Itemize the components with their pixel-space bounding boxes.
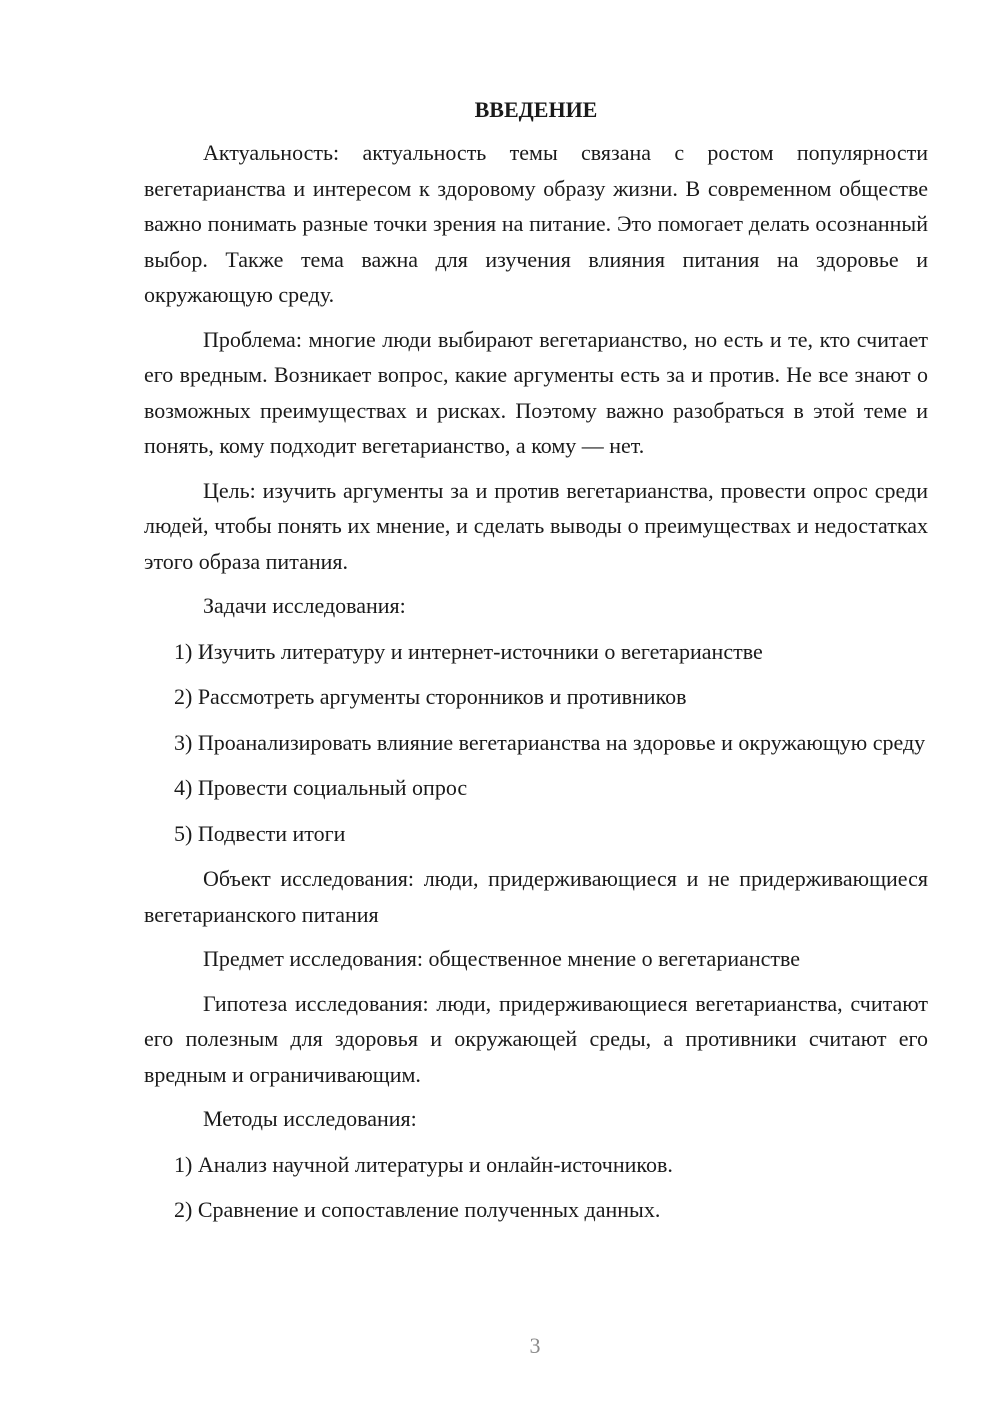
- page-number: 3: [529, 1333, 541, 1358]
- tasks-heading: Задачи исследования:: [203, 593, 406, 618]
- task-item-5: 5) Подвести итоги: [174, 820, 346, 846]
- page-content: [144, 92, 928, 1238]
- task-item-1: 1) Изучить литературу и интернет-источники о вегетарианстве: [174, 638, 763, 664]
- method-item-2: 2) Сравнение и сопоставление полученных данных.: [174, 1197, 661, 1222]
- hypothesis-paragraph: Гипотеза исследования: люди, придерживающиеся вегетарианства, считают его полезным для здоровья и окружающей среды, а противники считают его вредным и ограничивающим.: [144, 990, 928, 1087]
- object-paragraph: Объект исследования: люди, придерживающиеся и не придерживающиеся вегетарианского питания: [144, 866, 928, 927]
- goal-paragraph: Цель: изучить аргументы за и против вегетарианства, провести опрос среди людей, чтобы понять их мнение, и сделать выводы о преимуществах и недостатках этого образа питания.: [144, 477, 928, 574]
- method-item-1: 1) Анализ научной литературы и онлайн-источников.: [174, 1151, 673, 1177]
- task-item-3: 3) Проанализировать влияние вегетарианства на здоровье и окружающую среду: [174, 729, 926, 755]
- section-title: ВВЕДЕНИЕ: [474, 97, 598, 122]
- relevance-paragraph: Актуальность: актуальность темы связана с ростом популярности вегетарианства и интересом к здоровому образу жизни. В современном обществе важно понимать разные точки зрения на питание. Это помогает делать осознанный выбор. Также тема важна для изучения влияния питания на здоровье и окружающую среду.: [144, 140, 928, 307]
- problem-paragraph: Проблема: многие люди выбирают вегетарианство, но есть и те, кто считает его вредным. Возникает вопрос, какие аргументы есть за и против. Не все знают о возможных преимуществах и рисках. Поэтому важно разобраться в этой теме и понять, кому подходит вегетарианство, а кому — нет.: [144, 326, 928, 458]
- task-item-2: 2) Рассмотреть аргументы сторонников и противников: [174, 684, 687, 709]
- methods-heading: Методы исследования:: [203, 1106, 417, 1131]
- subject-paragraph: Предмет исследования: общественное мнение о вегетарианстве: [203, 946, 801, 971]
- task-item-4: 4) Провести социальный опрос: [174, 775, 468, 800]
